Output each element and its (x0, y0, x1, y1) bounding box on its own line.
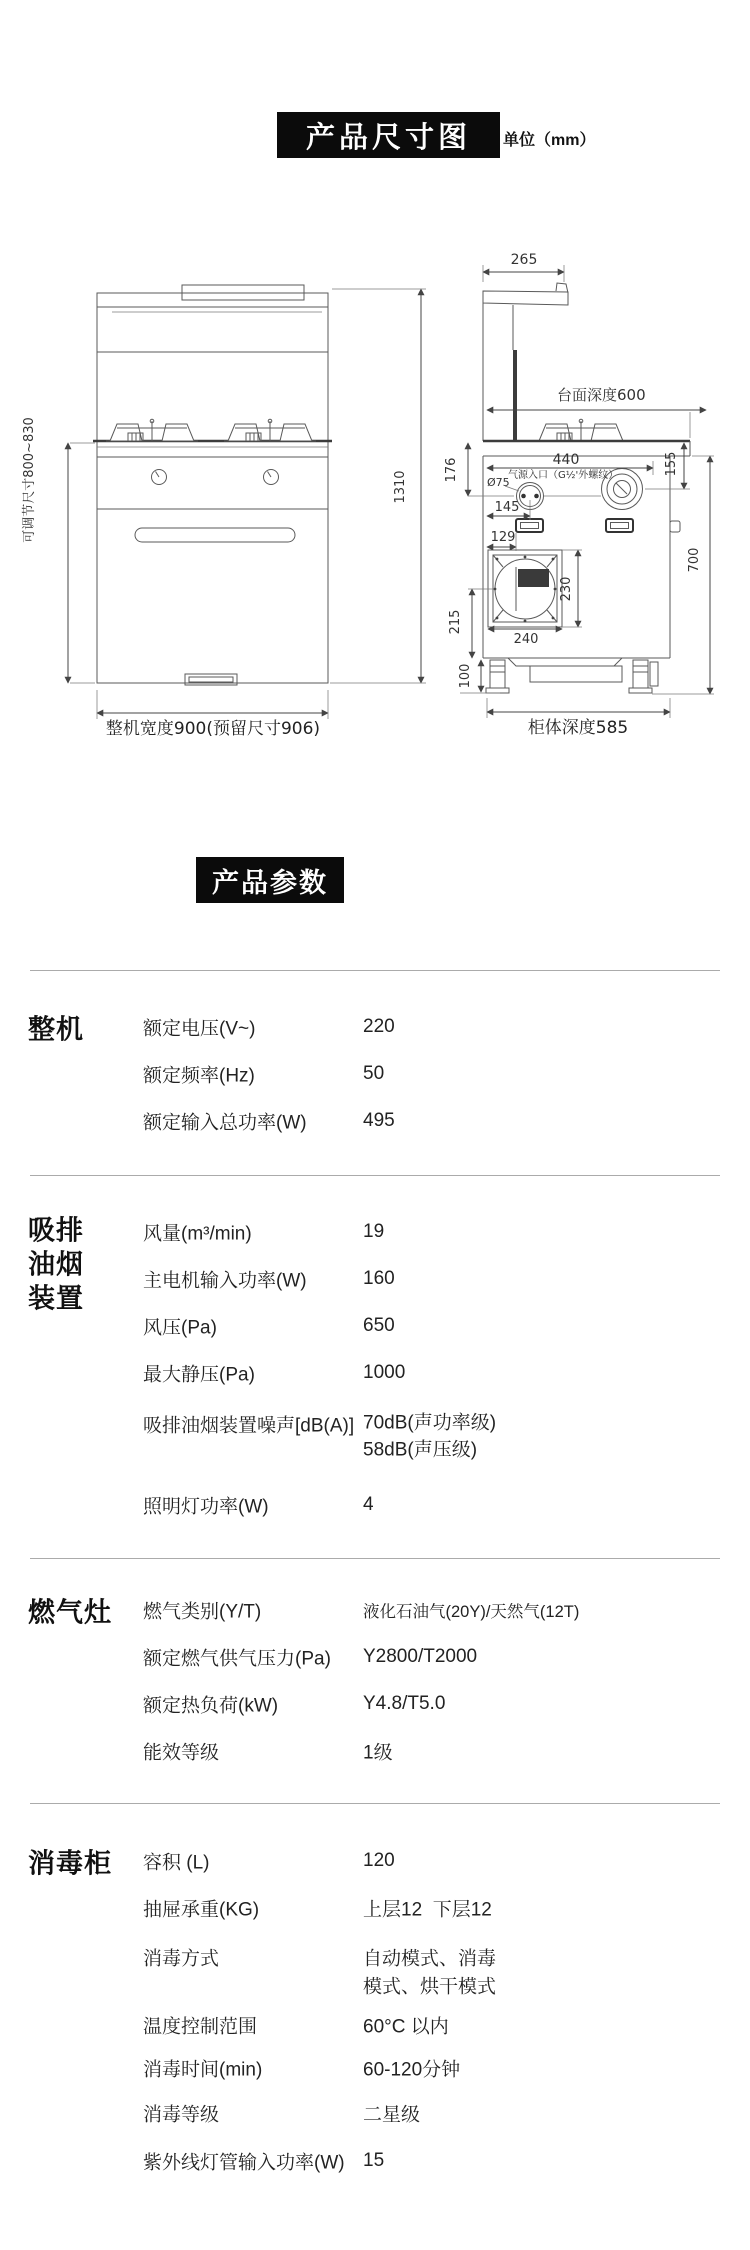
divider (30, 1175, 720, 1176)
gas-inlet-note: 气源入口（G½'外螺纹） (508, 470, 619, 481)
dim-counter-depth: 台面深度600 (557, 386, 646, 404)
spec-value: 60°C 以内 (363, 2016, 449, 2038)
dim-body-height: 700 (687, 547, 702, 573)
cord-grommet (670, 521, 680, 532)
burner-left (106, 419, 198, 441)
spec-label: 消毒时间(min) (143, 2059, 263, 2081)
spec-label: 消毒方式 (143, 1948, 220, 1970)
spec-label: 吸排油烟装置噪声[dB(A)] (143, 1415, 355, 1437)
group-title-hood: 装置 (28, 1283, 84, 1314)
spec-value: 液化石油气(20Y)/天然气(12T) (363, 1603, 580, 1621)
dim-top-depth: 265 (510, 252, 538, 268)
spec-label: 额定燃气供气压力(Pa) (143, 1648, 331, 1670)
spec-value: 二星级 (363, 2104, 421, 2126)
front-view-dimensions (21, 289, 426, 739)
group-title-hood: 油烟 (28, 1249, 84, 1280)
dim-rear-gap: 155 (664, 451, 679, 477)
divider (30, 1558, 720, 1559)
spec-value: 120 (363, 1850, 395, 1871)
spec-value: 19 (363, 1221, 385, 1242)
spec-value: 60-120分钟 (363, 2059, 461, 2081)
spec-label: 抽屉承重(KG) (143, 1899, 260, 1921)
group-title-hood: 吸排 (28, 1215, 84, 1246)
unit-label: 单位（mm） (503, 132, 596, 149)
spec-label: 温度控制范围 (143, 2016, 258, 2038)
spec-label: 能效等级 (143, 1742, 220, 1764)
spec-value: 15 (363, 2150, 385, 2171)
spec-value: 160 (363, 1268, 395, 1289)
spec-value: Y4.8/T5.0 (363, 1693, 446, 1714)
spec-value: 1级 (363, 1742, 393, 1764)
dim-slot-x: 129 (490, 530, 516, 545)
spec-value: 上层12 下层12 (363, 1899, 492, 1921)
front-view (93, 285, 332, 685)
dim-total-height: 1310 (393, 470, 408, 504)
dim-inlet-diameter: Ø75 (487, 476, 510, 489)
knob-right (264, 470, 279, 485)
spec-value: 70dB(声功率级) (363, 1412, 497, 1434)
side-view-dimensions (444, 252, 714, 738)
spec-label: 紫外线灯管输入功率(W) (143, 2152, 345, 2174)
dim-foot-height: 100 (458, 663, 473, 689)
spec-value: 220 (363, 1016, 395, 1037)
spec-label: 额定频率(Hz) (143, 1065, 255, 1087)
divider (30, 970, 720, 971)
dim-duct-height: 230 (559, 576, 574, 602)
group-title-stove: 燃气灶 (28, 1597, 112, 1628)
spec-label: 风量(m³/min) (143, 1223, 252, 1245)
spec-value: 495 (363, 1110, 395, 1131)
dim-duct-width: 240 (513, 632, 539, 647)
spec-value: 4 (363, 1494, 374, 1515)
spec-value: 1000 (363, 1362, 406, 1383)
spec-label: 额定热负荷(kW) (143, 1695, 279, 1717)
parameters-title-bar: 产品参数 (196, 857, 344, 903)
spec-label: 最大静压(Pa) (143, 1364, 255, 1386)
spec-value: 650 (363, 1315, 395, 1336)
spec-value: Y2800/T2000 (363, 1646, 478, 1667)
spec-value: 58dB(声压级) (363, 1439, 478, 1461)
spec-label: 消毒等级 (143, 2104, 220, 2126)
spec-label: 容积 (L) (143, 1852, 210, 1874)
dimensions-title-bar: 产品尺寸图 (277, 112, 500, 158)
group-title-sterilizer: 消毒柜 (28, 1848, 112, 1879)
spec-label: 风压(Pa) (143, 1317, 217, 1339)
door-handle (135, 528, 295, 542)
dim-rear-width: 440 (552, 452, 580, 468)
spec-value: 50 (363, 1063, 385, 1084)
burner-right (224, 419, 316, 441)
dim-cabinet-depth: 柜体深度585 (527, 718, 629, 738)
spec-label: 额定输入总功率(W) (143, 1112, 307, 1134)
spec-value: 自动模式、消毒 (363, 1948, 497, 1970)
dim-duct-y: 215 (448, 609, 463, 635)
spec-label: 额定电压(V~) (143, 1018, 256, 1040)
dim-hood-gap: 176 (444, 457, 459, 483)
dim-total-width: 整机宽度900(预留尺寸906) (105, 719, 321, 739)
dim-inlet-x: 145 (494, 500, 520, 515)
group-title-machine: 整机 (28, 1014, 84, 1045)
dim-adjustable-height: 可调节尺寸800~830 (22, 417, 37, 543)
divider (30, 1803, 720, 1804)
spec-value: 模式、烘干模式 (363, 1976, 497, 1998)
burner-side (535, 419, 627, 441)
knob-left (152, 470, 167, 485)
spec-label: 照明灯功率(W) (143, 1496, 269, 1518)
spec-label: 燃气类别(Y/T) (143, 1601, 262, 1623)
dimension-diagram (0, 0, 750, 760)
spec-label: 主电机输入功率(W) (143, 1270, 307, 1292)
